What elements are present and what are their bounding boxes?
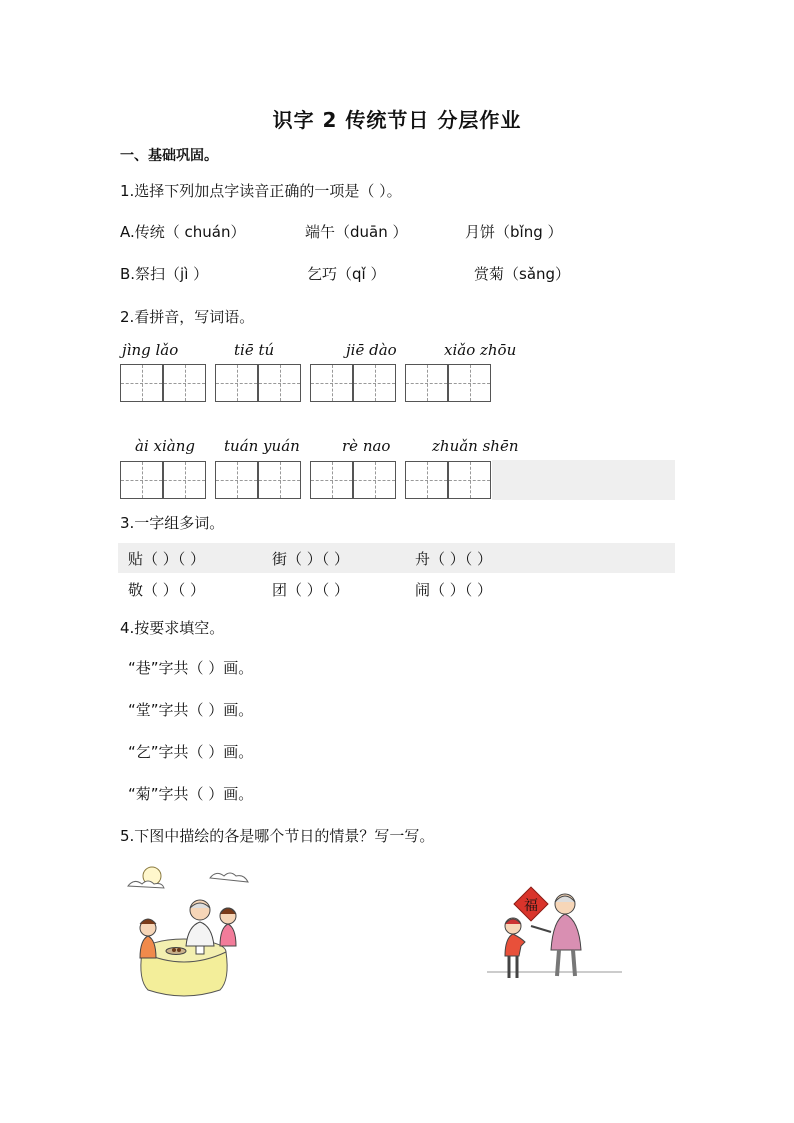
word-group-6: 闹（ ）（ ）: [415, 581, 493, 599]
word-group-4: 敬（ ）（ ）: [128, 581, 206, 599]
section-heading: 一、基础巩固。: [120, 148, 218, 164]
writing-box[interactable]: [120, 364, 163, 402]
question-1-stem: 1.选择下列加点字读音正确的一项是（ ）。: [120, 182, 402, 200]
pinyin-7: rè nao: [342, 437, 391, 455]
pinyin-6: tuán yuán: [224, 437, 300, 455]
stroke-item: “乞”字共（ ）画。: [128, 743, 254, 761]
writing-box[interactable]: [405, 461, 448, 499]
writing-box[interactable]: [163, 364, 206, 402]
writing-box[interactable]: [163, 461, 206, 499]
stroke-item: “堂”字共（ ）画。: [128, 701, 254, 719]
option-a-2: 端午（duān ）: [305, 223, 408, 241]
question-4-stem: 4.按要求填空。: [120, 619, 225, 637]
writing-box[interactable]: [258, 364, 301, 402]
word-group-5: 团（ ）（ ）: [272, 581, 350, 599]
pinyin-1: jìng lǎo: [122, 341, 179, 359]
pinyin-8: zhuǎn shēn: [432, 437, 519, 455]
word-group-1: 贴（ ）（ ）: [128, 550, 206, 568]
pinyin-3: jiē dào: [346, 341, 397, 359]
option-a-3: 月饼（bǐng ）: [465, 223, 563, 241]
writing-box[interactable]: [215, 364, 258, 402]
writing-box[interactable]: [448, 461, 491, 499]
pinyin-5: ài xiàng: [135, 437, 195, 455]
question-5-stem: 5.下图中描绘的各是哪个节日的情景？写一写。: [120, 827, 435, 845]
word-group-2: 街（ ）（ ）: [272, 550, 350, 568]
option-a-1: A.传统（ chuán）: [120, 223, 246, 241]
pinyin-4: xiǎo zhōu: [444, 341, 517, 359]
writing-box[interactable]: [120, 461, 163, 499]
stroke-item: “菊”字共（ ）画。: [128, 785, 254, 803]
writing-box[interactable]: [215, 461, 258, 499]
stroke-item: “巷”字共（ ）画。: [128, 659, 254, 677]
writing-box[interactable]: [405, 364, 448, 402]
writing-box[interactable]: [258, 461, 301, 499]
option-b-3: 赏菊（sǎng）: [474, 265, 571, 283]
spring-festival-illustration: [487, 880, 622, 1006]
option-b-2: 乞巧（qǐ ）: [307, 265, 386, 283]
writing-box[interactable]: [310, 461, 353, 499]
question-2-stem: 2.看拼音，写词语。: [120, 308, 255, 326]
fu-character: 福: [524, 898, 538, 914]
shaded-area: [492, 460, 675, 500]
writing-box[interactable]: [310, 364, 353, 402]
question-3-stem: 3.一字组多词。: [120, 514, 225, 532]
mid-autumn-illustration: [120, 862, 260, 1004]
word-group-3: 舟（ ）（ ）: [415, 550, 493, 568]
writing-box[interactable]: [448, 364, 491, 402]
writing-box[interactable]: [353, 364, 396, 402]
page-title: 识字 2 传统节日 分层作业: [272, 108, 522, 132]
writing-box[interactable]: [353, 461, 396, 499]
pinyin-2: tiē tú: [234, 341, 275, 359]
option-b-1: B.祭扫（jì ）: [120, 265, 209, 283]
